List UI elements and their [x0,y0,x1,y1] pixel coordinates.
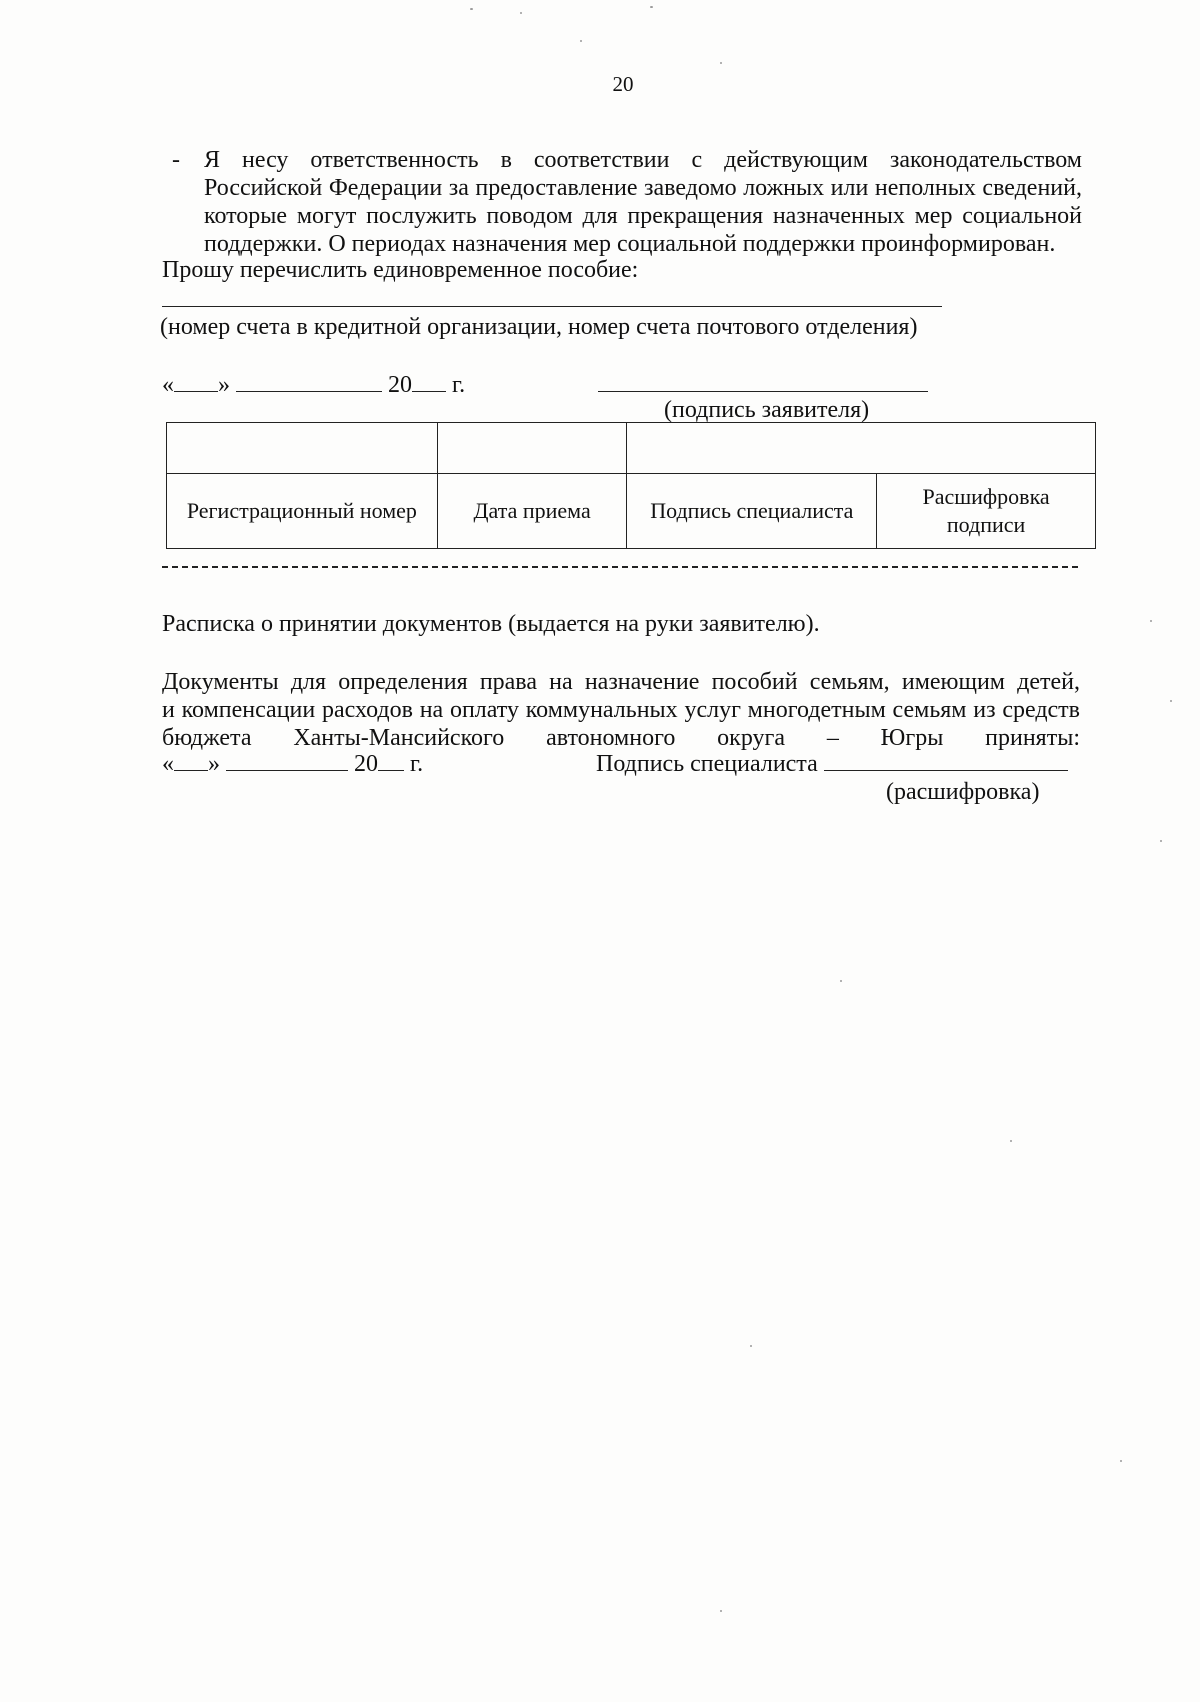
registration-table [166,422,1096,549]
scan-speck [720,1610,722,1612]
day-field[interactable] [174,748,208,771]
cut-line [162,566,1078,568]
scan-speck [470,8,473,10]
application-date [162,369,465,399]
date-open-quote: « [162,372,174,398]
year-field[interactable] [378,748,404,771]
bullet-dash: - [172,147,180,173]
documents-line: бюджета Ханты-Мансийского автономного округа – Югры приняты: [162,725,1080,751]
decoding-caption: (расшифровка) [886,779,1040,805]
month-field[interactable] [226,748,348,771]
date-open-quote: « [162,751,174,777]
specialist-signature-label: Подпись специалиста [596,751,818,777]
responsibility-line: которые могут послужить поводом для прекращения назначенных мер социальной [204,203,1082,229]
year-prefix: 20 [354,751,378,777]
scan-speck [520,12,522,14]
signature-decoding-header: Расшифровка подписи [877,474,1096,549]
scan-speck [1170,700,1172,702]
table-row [167,474,1096,549]
year-suffix: г. [410,751,424,777]
specialist-signature [596,748,1068,778]
documents-line: Документы для определения права на назначение пособий семьям, имеющим детей, [162,669,1080,695]
page-number: 20 [612,72,634,96]
specialist-signature-header: Подпись специалиста [627,474,877,549]
account-number-field[interactable] [162,306,942,307]
scan-speck [1010,1140,1012,1142]
scan-speck [720,62,722,64]
table-row [167,423,1096,474]
specialist-signature-field[interactable] [824,748,1068,771]
specialist-signature-cell[interactable] [627,423,1096,474]
responsibility-line: Я несу ответственность в соответствии с действующим законодательством [204,147,1082,173]
documents-paragraph [162,668,1080,752]
year-suffix: г. [452,372,466,398]
reception-date-cell[interactable] [437,423,627,474]
reception-date-header: Дата приема [437,474,627,549]
responsibility-statement [204,146,1082,258]
responsibility-line: поддержки. О периодах назначения мер социальной поддержки проинформирован. [204,231,1056,257]
responsibility-line: Российской Федерации за предоставление заведомо ложных или неполных сведений, [204,175,1082,201]
account-number-caption: (номер счета в кредитной организации, номер счета почтового отделения) [160,314,918,340]
day-field[interactable] [174,369,218,392]
applicant-signature-field[interactable] [598,391,928,392]
scan-speck [1120,1460,1122,1462]
scan-speck [580,40,582,42]
applicant-signature-caption: (подпись заявителя) [664,397,870,423]
receipt-title: Расписка о принятии документов (выдается на руки заявителю). [162,611,820,637]
year-field[interactable] [412,369,446,392]
registration-number-cell[interactable] [167,423,438,474]
date-close-quote: » [218,372,230,398]
scan-speck [750,1345,752,1347]
date-close-quote: » [208,751,220,777]
scan-speck [840,980,842,982]
registration-number-header: Регистрационный номер [167,474,438,549]
scan-speck [1160,840,1162,842]
scan-speck [650,6,653,8]
month-field[interactable] [236,369,382,392]
year-prefix: 20 [388,372,412,398]
payment-request-text: Прошу перечислить единовременное пособие: [162,257,639,283]
documents-line: и компенсации расходов на оплату коммунальных услуг многодетным семьям из средств [162,697,1080,723]
receipt-date [162,748,423,778]
scan-speck [1150,620,1152,622]
